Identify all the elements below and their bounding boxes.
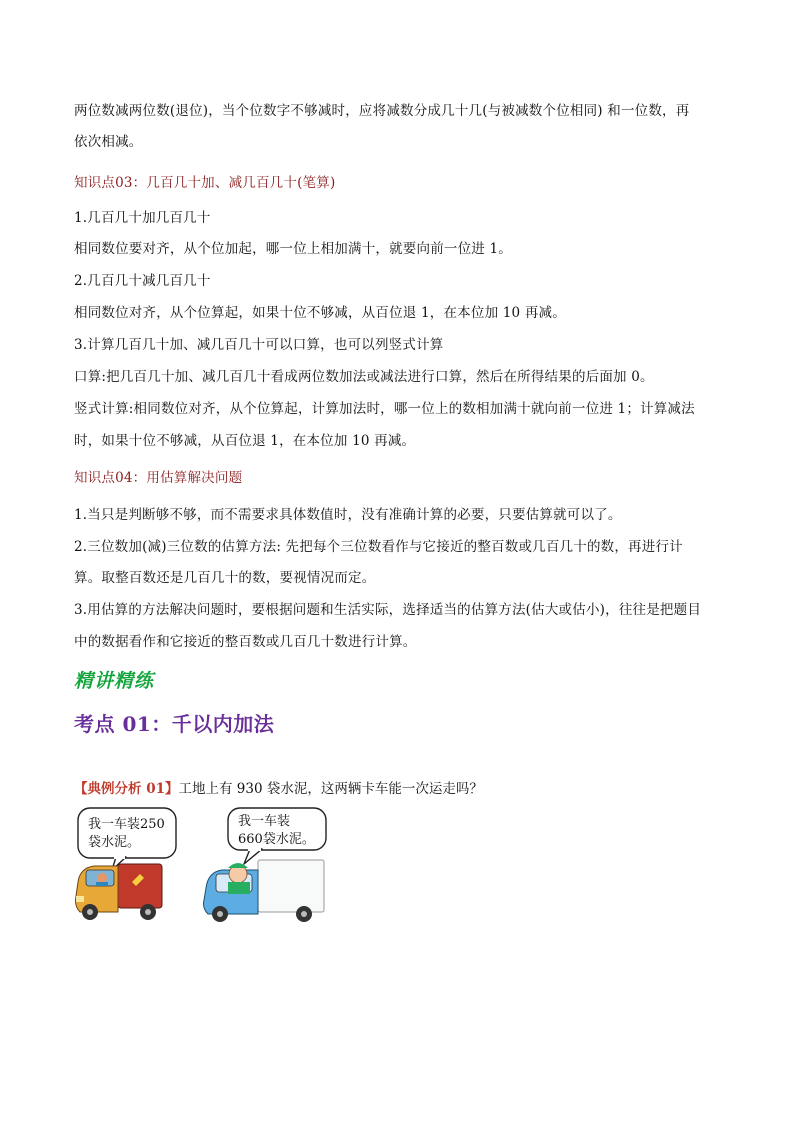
kp04-item3-line2: 中的数据看作和它接近的整百数或几百几十数进行计算。: [74, 634, 417, 650]
intro-line-2: 依次相减。: [74, 134, 143, 150]
bubble-1-line-2: 袋水泥。: [88, 835, 141, 850]
topic-title: 考点 01：千以内加法: [74, 712, 275, 736]
example-question: [74, 780, 483, 798]
kp03-item1-title: 1.几百几十加几百几十: [74, 210, 211, 226]
kp03-item3-oral: 口算:把几百几十加、减几百几十看成两位数加法或减法进行口算，然后在所得结果的后面加 0。: [74, 369, 654, 385]
kp03-item2-text: 相同数位对齐，从个位算起，如果十位不够减，从百位退 1，在本位加 10 再减。: [74, 305, 566, 321]
kp03-item3-vertical-1: 竖式计算:相同数位对齐，从个位算起，计算加法时，哪一位上的数相加满十就向前一位进 1；计算减法: [74, 401, 695, 417]
speech-bubble-1: [78, 808, 176, 870]
kp03-item3-vertical-2: 时，如果十位不够减，从百位退 1，在本位加 10 再减。: [74, 433, 416, 449]
bubble-1-line-1: 我一车装250: [88, 817, 165, 832]
trucks-illustration: [72, 806, 332, 928]
truck-1-icon: [76, 864, 163, 920]
kp03-heading: 知识点03：几百几十加、减几百几十(笔算): [74, 175, 336, 191]
kp03-item1-text: 相同数位要对齐，从个位加起，哪一位上相加满十，就要向前一位进 1。: [74, 241, 512, 257]
kp04-item2-line1: 2.三位数加(减)三位数的估算方法: 先把每个三位数看作与它接近的整百数或几百几十的数，再进行计: [74, 539, 683, 555]
bubble-2-line-2: 660袋水泥。: [238, 832, 315, 847]
kp03-item2-title: 2.几百几十减几百几十: [74, 273, 211, 289]
kp04-item3-line1: 3.用估算的方法解决问题时，要根据问题和生活实际，选择适当的估算方法(估大或估小)，往往是把题目: [74, 602, 702, 618]
example-question-text: 工地上有 930 袋水泥，这两辆卡车能一次运走吗？: [178, 781, 483, 797]
kp04-item2-line2: 算。取整百数还是几百几十的数，要视情况而定。: [74, 570, 376, 586]
example-tag: 【典例分析 01】: [74, 781, 179, 797]
kp03-item3-title: 3.计算几百几十加、减几百几十可以口算，也可以列竖式计算: [74, 337, 444, 353]
bubble-2-line-1: 我一车装: [238, 814, 291, 829]
intro-line-1: 两位数减两位数(退位)，当个位数字不够减时，应将减数分成几十几(与被减数个位相同) 和一位数，再: [74, 103, 690, 119]
truck-2-icon: [204, 860, 325, 922]
section-title: 精讲精练: [74, 670, 155, 692]
kp04-heading: 知识点04：用估算解决问题: [74, 470, 243, 486]
speech-bubble-2: [228, 808, 326, 864]
kp04-item1: 1.当只是判断够不够，而不需要求具体数值时，没有准确计算的必要，只要估算就可以了。: [74, 507, 622, 523]
